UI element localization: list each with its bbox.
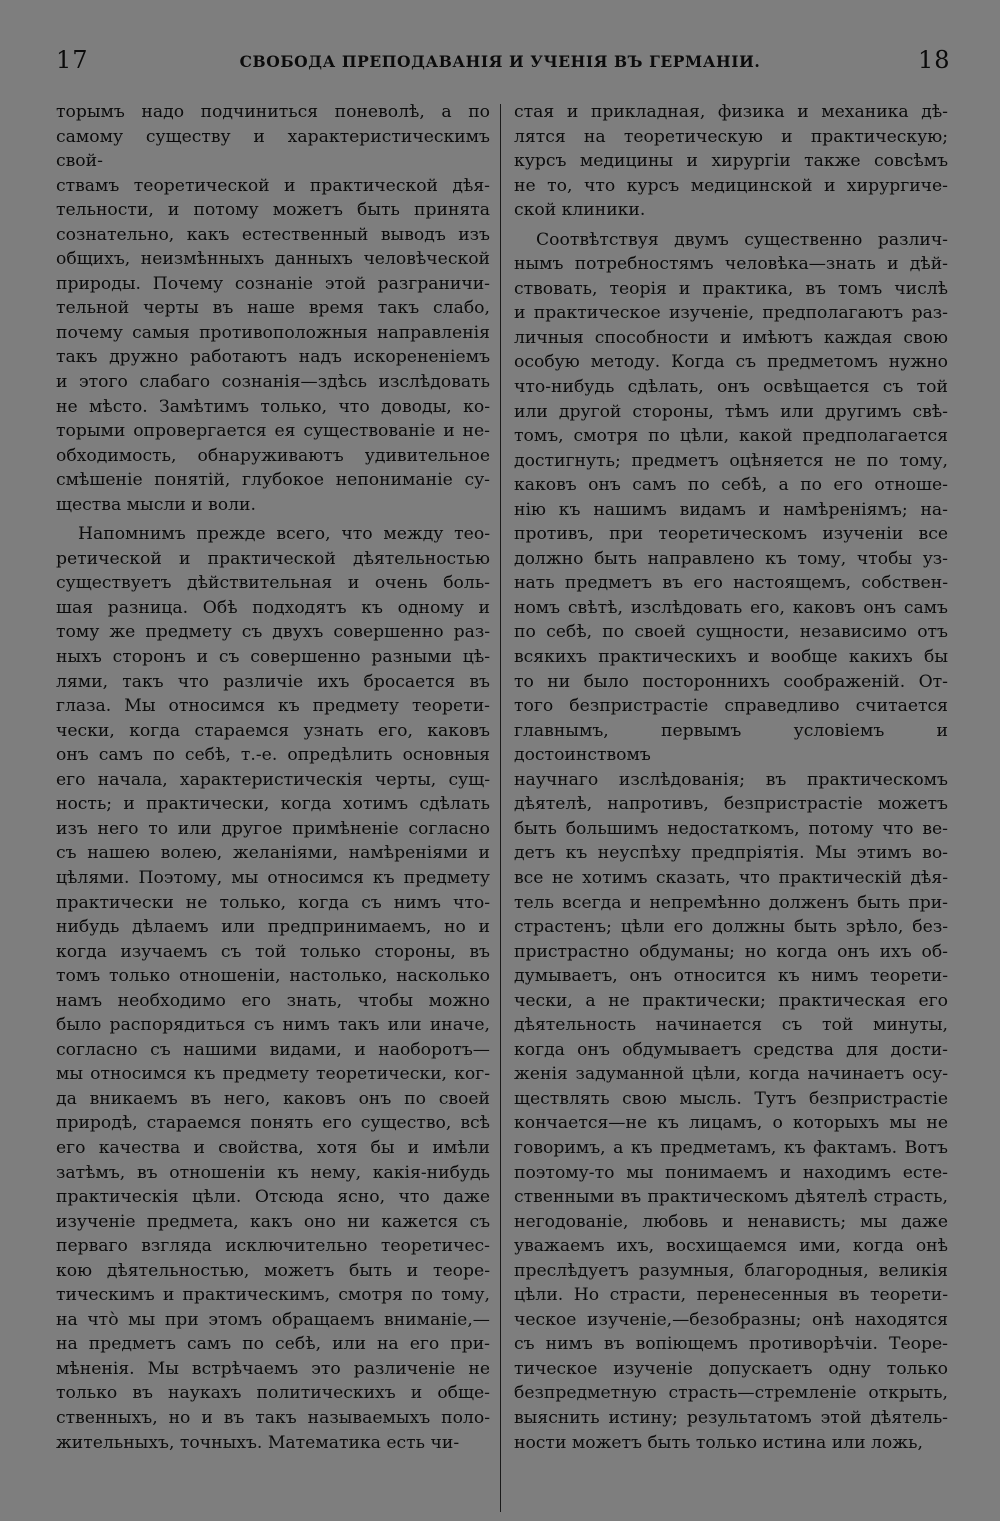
text-line: самому существу и характеристическимъ свой- xyxy=(56,126,490,172)
text-line: безпредметную страсть—стремленіе открыть, xyxy=(514,1383,948,1404)
text-line: дѣятельность начинается съ той минуты, xyxy=(514,1015,948,1036)
text-line: лями, такъ что различіе ихъ бросается въ xyxy=(56,671,490,692)
text-line: быть большимъ недостаткомъ, потому что ве- xyxy=(514,818,948,839)
text-line: тическое изученіе допускаетъ одну только xyxy=(514,1358,948,1379)
text-line: стая и прикладная, физика и механика дѣ- xyxy=(514,102,948,122)
text-line: не то, что курсъ медицинской и хирургиче- xyxy=(514,175,948,196)
text-line: было распорядиться съ нимъ такъ или иначе, xyxy=(56,1015,490,1036)
text-line: противъ, при теоретическомъ изученіи все xyxy=(514,524,948,545)
text-line: жительныхъ, точныхъ. Математика есть чи- xyxy=(56,1432,460,1453)
text-line: съ нимъ въ вопіющемъ противорѣчіи. Теоре- xyxy=(514,1334,948,1355)
text-line: тому же предмету съ двухъ совершенно раз- xyxy=(56,622,490,643)
text-line: на предметъ самъ по себѣ, или на его при- xyxy=(56,1334,490,1355)
text-line: онъ самъ по себѣ, т.-е. опредѣлить основныя xyxy=(56,745,490,766)
text-line: чески, когда стараемся узнать его, каковъ xyxy=(56,720,490,741)
right-column xyxy=(514,100,948,1455)
text-line: то ни было постороннихъ соображеній. От- xyxy=(514,671,948,692)
text-line: по себѣ, по своей сущности, независимо отъ xyxy=(514,622,948,643)
text-line: его качества и свойства, хотя бы и имѣли xyxy=(56,1137,490,1158)
text-line: такъ дружно работаютъ надъ искорененіемъ xyxy=(56,347,490,368)
text-line: общихъ, неизмѣнныхъ данныхъ человѣческой xyxy=(56,249,490,270)
page-number-right: 18 xyxy=(918,46,951,74)
text-line: курсъ медицины и хирургіи также совсѣмъ xyxy=(514,151,948,172)
text-line: тическимъ и практическимъ, смотря по тому, xyxy=(56,1285,490,1306)
text-line: согласно съ нашими видами, и наоборотъ— xyxy=(56,1039,490,1060)
text-line: съ нашею волею, желаніями, намѣреніями и xyxy=(56,843,490,864)
text-line: природы. Почему сознаніе этой разграничи- xyxy=(56,273,490,294)
text-line: кою дѣятельностью, можетъ быть и теоре- xyxy=(56,1260,490,1281)
text-line: главнымъ, первымъ условіемъ и достоинствомъ xyxy=(514,720,948,766)
text-line: или другой стороны, тѣмъ или другимъ свѣ- xyxy=(514,401,948,422)
running-title: СВОБОДА ПРЕПОДАВАНІЯ И УЧЕНІЯ ВЪ ГЕРМАНІИ. xyxy=(239,52,761,71)
text-line: особую методу. Когда съ предметомъ нужно xyxy=(514,352,948,373)
text-line: номъ свѣтѣ, изслѣдовать его, каковъ онъ самъ xyxy=(514,597,948,618)
text-line: детъ къ неуспѣху предпріятія. Мы этимъ во- xyxy=(514,843,948,864)
text-line: думываетъ, онъ относится къ нимъ теорети- xyxy=(514,966,948,987)
text-line: нать предметъ въ его настоящемъ, собствен- xyxy=(514,573,948,594)
text-line: негодованіе, любовь и ненависть; мы даже xyxy=(514,1211,948,1232)
text-line: должно быть направлено къ тому, чтобы уз- xyxy=(514,548,948,569)
text-line: лятся на теоретическую и практическую; xyxy=(514,126,948,147)
text-line: ственныхъ, но и въ такъ называемыхъ поло- xyxy=(56,1407,490,1428)
text-line: затѣмъ, въ отношеніи къ нему, какія-нибудь xyxy=(56,1162,490,1183)
left-paragraph-1 xyxy=(56,100,490,517)
text-line: что-нибудь сдѣлать, онъ освѣщается съ той xyxy=(514,377,948,398)
text-line: ществлять свою мысль. Тутъ безпристрастіе xyxy=(514,1088,948,1109)
text-line: выяснить истину; результатомъ этой дѣятель- xyxy=(514,1407,948,1428)
text-line: страстенъ; цѣли его должны быть зрѣло, без- xyxy=(514,917,948,938)
text-line: достигнуть; предметъ оцѣняется не по тому, xyxy=(514,450,948,471)
text-line: ныхъ сторонъ и съ совершенно разными цѣ- xyxy=(56,647,490,668)
text-line: его начала, характеристическія черты, сущ- xyxy=(56,769,490,790)
text-line: когда онъ обдумываетъ средства для дости- xyxy=(514,1039,948,1060)
text-line: Соотвѣтствуя двумъ существенно различ- xyxy=(536,229,948,250)
right-paragraph-1 xyxy=(514,100,948,223)
text-line: всякихъ практическихъ и вообще какихъ бы xyxy=(514,647,948,668)
text-line: щества мысли и воли. xyxy=(56,494,256,515)
text-line: шая разница. Обѣ подходятъ къ одному и xyxy=(56,597,490,618)
text-line: изъ него то или другое примѣненіе согласно xyxy=(56,818,490,839)
text-line: ской клиники. xyxy=(514,200,646,221)
text-line: нибудь дѣлаемъ или предпринимаемъ, но и xyxy=(56,917,490,938)
text-line: ственными въ практическомъ дѣятелѣ страсть, xyxy=(514,1187,948,1208)
text-line: томъ только отношеніи, настолько, насколько xyxy=(56,966,490,987)
text-line: все не хотимъ сказать, что практическій дѣя- xyxy=(514,867,948,888)
text-line: томъ, смотря по цѣли, какой предполагается xyxy=(514,426,948,447)
left-column xyxy=(56,100,490,1455)
text-line: каковъ онъ самъ по себѣ, а по его отноше- xyxy=(514,475,948,496)
text-line: изученіе предмета, какъ оно ни кажется съ xyxy=(56,1211,490,1232)
text-line: сознательно, какъ естественный выводъ изъ xyxy=(56,224,490,245)
page-header xyxy=(0,0,1000,100)
text-line: говоримъ, а къ предметамъ, къ фактамъ. Вотъ xyxy=(514,1137,948,1158)
text-line: да вникаемъ въ него, каковъ онъ по своей xyxy=(56,1088,490,1109)
text-line: торыми опровергается ея существованіе и не- xyxy=(56,421,490,442)
text-line: и этого слабаго сознанія—здѣсь изслѣдовать xyxy=(56,372,490,393)
text-line: цѣлями. Поэтому, мы относимся къ предмету xyxy=(56,867,490,888)
text-line: пристрастно обдуманы; но когда онъ ихъ об- xyxy=(514,941,948,962)
text-line: ности можетъ быть только истина или ложь, xyxy=(514,1432,923,1453)
text-line: мы относимся къ предмету теоретически, ког- xyxy=(56,1064,490,1085)
column-divider xyxy=(500,104,501,1512)
text-line: научнаго изслѣдованія; въ практическомъ xyxy=(514,769,948,790)
text-line: ческое изученіе,—безобразны; онѣ находятся xyxy=(514,1309,948,1330)
left-paragraph-2 xyxy=(56,522,490,1455)
text-line: тельной черты въ наше время такъ слабо, xyxy=(56,298,490,319)
text-line: тельности, и потому можетъ быть принята xyxy=(56,200,490,221)
text-line: ствамъ теоретической и практической дѣя- xyxy=(56,175,490,196)
text-line: не мѣсто. Замѣтимъ только, что доводы, ко- xyxy=(56,396,490,417)
text-line: на что̀ мы при этомъ обращаемъ вниманіе,— xyxy=(56,1309,490,1330)
text-line: обходимость, обнаруживаютъ удивительное xyxy=(56,445,490,466)
text-line: ствовать, теорія и практика, въ томъ числѣ xyxy=(514,278,948,299)
text-line: смѣшеніе понятій, глубокое непониманіе су- xyxy=(56,470,490,491)
text-line: ность; и практически, когда хотимъ сдѣлать xyxy=(56,794,490,815)
text-line: тель всегда и непремѣнно долженъ быть при- xyxy=(514,892,948,913)
text-line: женія задуманной цѣли, когда начинаетъ осу- xyxy=(514,1064,948,1085)
text-line: перваго взгляда исключительно теоретичес- xyxy=(56,1236,490,1257)
text-line: только въ наукахъ политическихъ и обще- xyxy=(56,1383,490,1404)
text-line: нію къ нашимъ видамъ и намѣреніямъ; на- xyxy=(514,499,948,520)
text-line: того безпристрастіе справедливо считается xyxy=(514,696,948,717)
text-line: нымъ потребностямъ человѣка—знать и дѣй- xyxy=(514,254,948,275)
text-line: уважаемъ ихъ, восхищаемся ими, когда онѣ xyxy=(514,1236,948,1257)
text-line: чески, а не практически; практическая его xyxy=(514,990,948,1011)
text-line: кончается—не къ лицамъ, о которыхъ мы не xyxy=(514,1113,948,1134)
text-line: цѣли. Но страсти, перенесенныя въ теорети- xyxy=(514,1285,948,1306)
text-line: Напомнимъ прежде всего, что между тео- xyxy=(78,524,490,545)
right-paragraph-2 xyxy=(514,228,948,1455)
text-line: ретической и практической дѣятельностью xyxy=(56,548,490,569)
text-line: и практическое изученіе, предполагаютъ раз- xyxy=(514,303,948,324)
text-line: дѣятелѣ, напротивъ, безпристрастіе можетъ xyxy=(514,794,948,815)
text-line: торымъ надо подчиниться поневолѣ, а по xyxy=(56,102,490,122)
text-line: практическія цѣли. Отсюда ясно, что даже xyxy=(56,1187,490,1208)
text-line: поэтому-то мы понимаемъ и находимъ есте- xyxy=(514,1162,948,1183)
text-line: когда изучаемъ съ той только стороны, въ xyxy=(56,941,490,962)
text-line: природѣ, стараемся понять его существо, всѣ xyxy=(56,1113,490,1134)
text-line: глаза. Мы относимся къ предмету теорети- xyxy=(56,696,490,717)
text-line: намъ необходимо его знать, чтобы можно xyxy=(56,990,490,1011)
text-line: почему самыя противоположныя направленія xyxy=(56,322,490,343)
text-line: практически не только, когда съ нимъ что- xyxy=(56,892,490,913)
text-line: преслѣдуетъ разумныя, благородныя, великія xyxy=(514,1260,948,1281)
page-number-left: 17 xyxy=(56,46,89,74)
text-line: мѣненія. Мы встрѣчаемъ это различеніе не xyxy=(56,1358,490,1379)
text-line: личныя способности и имѣютъ каждая свою xyxy=(514,327,948,348)
text-line: существуетъ дѣйствительная и очень боль- xyxy=(56,573,490,594)
